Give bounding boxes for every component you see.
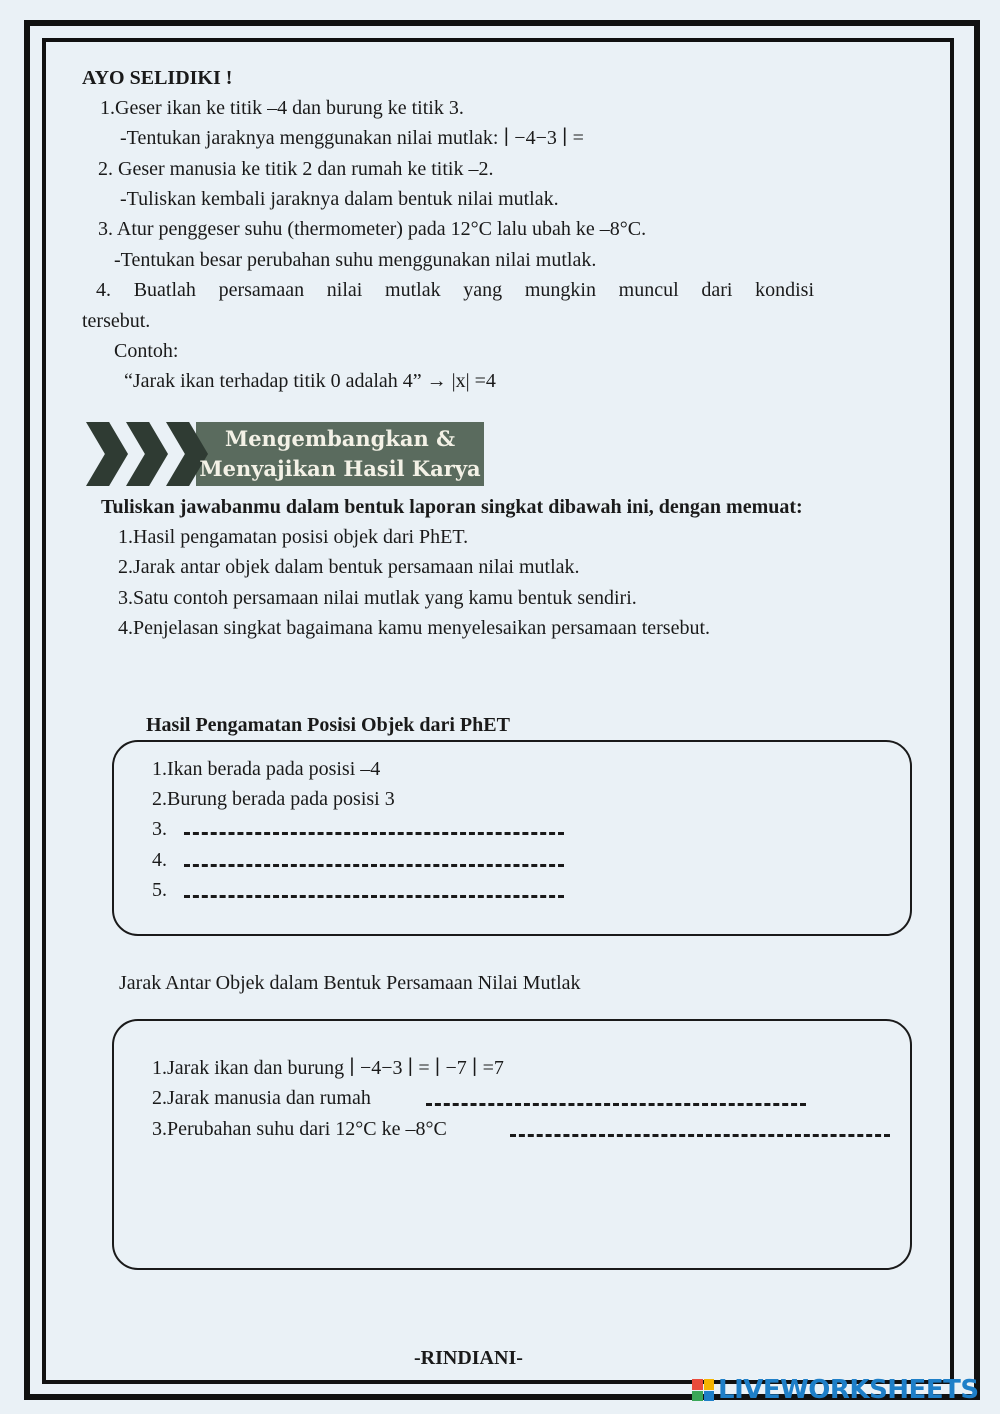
banner-line-2: Menyajikan Hasil Karya: [199, 456, 481, 481]
box1-heading: Hasil Pengamatan Posisi Objek dari PhET: [146, 714, 510, 736]
answer-blank[interactable]: [184, 864, 564, 867]
chevron-icon: [86, 422, 128, 486]
instruction-line: -Tentukan besar perubahan suhu menggunakan nilai mutlak.: [114, 249, 597, 271]
section-title: AYO SELIDIKI !: [82, 67, 233, 89]
observation-item: 5.: [152, 879, 167, 901]
example-label: Contoh:: [114, 340, 179, 362]
box2-heading: Jarak Antar Objek dalam Bentuk Persamaan Nilai Mutlak: [119, 972, 581, 994]
example-text: “Jarak ikan terhadap titik 0 adalah 4” → |x| =4: [124, 370, 496, 392]
distance-item: 3.Perubahan suhu dari 12°C ke –8°C: [152, 1118, 447, 1140]
author: -RINDIANI-: [414, 1347, 523, 1369]
instruction-line: 2. Geser manusia ke titik 2 dan rumah ke titik –2.: [98, 158, 494, 180]
instruction-line: 4. Buatlah persamaan nilai mutlak yang mungkin muncul dari kondisi: [96, 279, 814, 301]
banner-line-1: Mengembangkan &: [224, 426, 456, 451]
answer-blank[interactable]: [184, 832, 564, 835]
instruction-line: -Tentukan jaraknya menggunakan nilai mutlak: ∣ −4−3 ∣ =: [120, 127, 584, 149]
watermark-text: LIVEWORKSHEETS: [718, 1375, 979, 1405]
instruction-line: -Tuliskan kembali jaraknya dalam bentuk nilai mutlak.: [120, 188, 559, 210]
instruction-line: 1.Geser ikan ke titik –4 dan burung ke titik 3.: [100, 97, 464, 119]
observation-item: 3.: [152, 818, 167, 840]
banner-title: [196, 424, 484, 484]
answer-blank[interactable]: [510, 1134, 890, 1137]
observation-item: 1.Ikan berada pada posisi –4: [152, 758, 381, 780]
observation-item: 2.Burung berada pada posisi 3: [152, 788, 395, 810]
distance-item: 2.Jarak manusia dan rumah: [152, 1087, 371, 1109]
report-item: 1.Hasil pengamatan posisi objek dari PhET.: [118, 526, 469, 548]
instruction-line: 3. Atur penggeser suhu (thermometer) pada 12°C lalu ubah ke –8°C.: [98, 218, 647, 240]
answer-blank[interactable]: [184, 895, 564, 898]
answer-blank[interactable]: [426, 1103, 806, 1106]
report-item: 4.Penjelasan singkat bagaimana kamu menyelesaikan persamaan tersebut.: [118, 617, 711, 639]
report-item: 3.Satu contoh persamaan nilai mutlak yang kamu bentuk sendiri.: [118, 587, 637, 609]
chevron-icon: [126, 422, 168, 486]
report-instruction: Tuliskan jawabanmu dalam bentuk laporan singkat dibawah ini, dengan memuat:: [101, 496, 803, 518]
section-banner: [86, 422, 484, 486]
report-item: 2.Jarak antar objek dalam bentuk persamaan nilai mutlak.: [118, 556, 580, 578]
observation-item: 4.: [152, 849, 167, 871]
distance-item: 1.Jarak ikan dan burung ∣ −4−3 ∣ = ∣ −7 ∣ =7: [152, 1057, 504, 1079]
instruction-line: tersebut.: [82, 310, 151, 332]
liveworksheets-logo-icon: [692, 1379, 714, 1401]
